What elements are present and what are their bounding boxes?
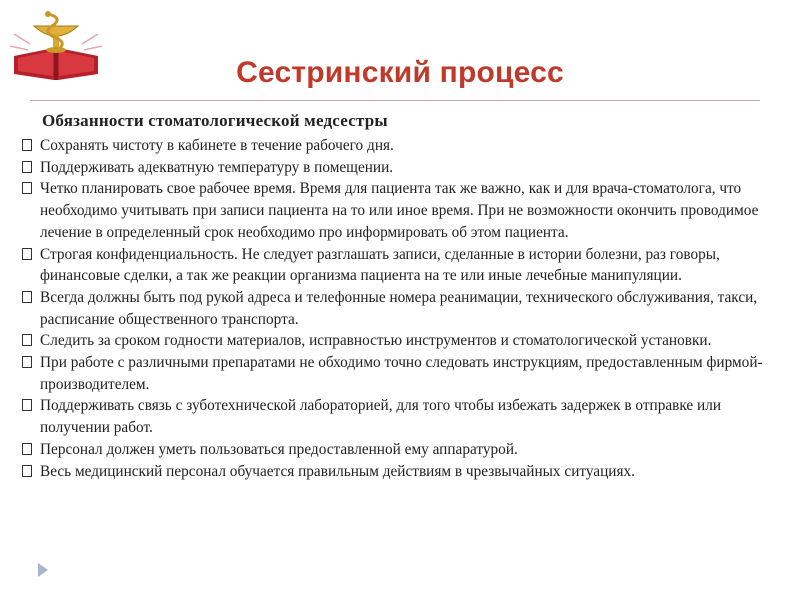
- list-item-text: Сохранять чистоту в кабинете в течение рабочего дня.: [40, 137, 394, 154]
- list-item-text: Поддерживать адекватную температуру в помещении.: [40, 158, 394, 176]
- checkbox-bullet-icon: [22, 291, 32, 303]
- list-item: [22, 135, 770, 157]
- list-item: [22, 157, 770, 179]
- page-title: Сестринский процесс: [236, 56, 564, 89]
- list-item-text: Персонал должен уметь пользоваться предоставленной ему аппаратурой.: [40, 440, 518, 458]
- list-item-text: Строгая конфиденциальность. Не следует разглашать записи, сделанные в истории болезни, раз говоры, финансовые сделки, а так же реакции организма пациента на те или иные лечебные манипуляции.: [40, 245, 720, 285]
- checkbox-bullet-icon: [22, 465, 32, 477]
- list-item: [22, 244, 770, 287]
- checkbox-bullet-icon: [22, 161, 32, 173]
- list-item-text: При работе с различными препаратами не обходимо точно следовать инструкциям, предоставленным фирмой-производителем.: [40, 354, 763, 393]
- list-item-text: Весь медицинский персонал обучается правильным действиям в чрезвычайных ситуациях.: [40, 462, 635, 480]
- checkbox-bullet-icon: [22, 248, 32, 260]
- list-item-text: Следить за сроком годности материалов, исправностью инструментов и стоматологической установки.: [40, 332, 712, 350]
- checkbox-bullet-icon: [22, 139, 32, 151]
- list-item-text: Четко планировать свое рабочее время. Время для пациента так же важно, как и для врача-стоматолога, что необходимо учитывать при записи пациента на то или иное время. При не возможности окончить проводимое лечение в определенный срок необходимо про информировать об этом пациента.: [40, 180, 759, 241]
- duties-list: [22, 135, 770, 482]
- checkbox-bullet-icon: [22, 356, 32, 368]
- next-slide-arrow-icon[interactable]: [38, 563, 48, 577]
- list-item: [22, 439, 770, 461]
- checkbox-bullet-icon: [22, 443, 32, 455]
- section-subtitle: Обязанности стоматологической медсестры: [42, 111, 388, 130]
- checkbox-bullet-icon: [22, 334, 32, 346]
- checkbox-bullet-icon: [22, 399, 32, 411]
- list-item: [22, 178, 770, 243]
- list-item: [22, 330, 770, 352]
- list-item-text: Поддерживать связь с зуботехнической лабораторией, для того чтобы избежать задержек в отправке или получении работ.: [40, 397, 722, 437]
- list-item: [22, 287, 770, 330]
- list-item-text: Всегда должны быть под рукой адреса и телефонные номера реанимации, технического обслуживания, такси, расписание общественного транспорта.: [40, 288, 758, 328]
- title-divider: [30, 100, 760, 101]
- slide-content: [22, 111, 770, 482]
- list-item: [22, 395, 770, 438]
- list-item: [22, 461, 770, 483]
- checkbox-bullet-icon: [22, 182, 32, 194]
- list-item: [22, 352, 770, 395]
